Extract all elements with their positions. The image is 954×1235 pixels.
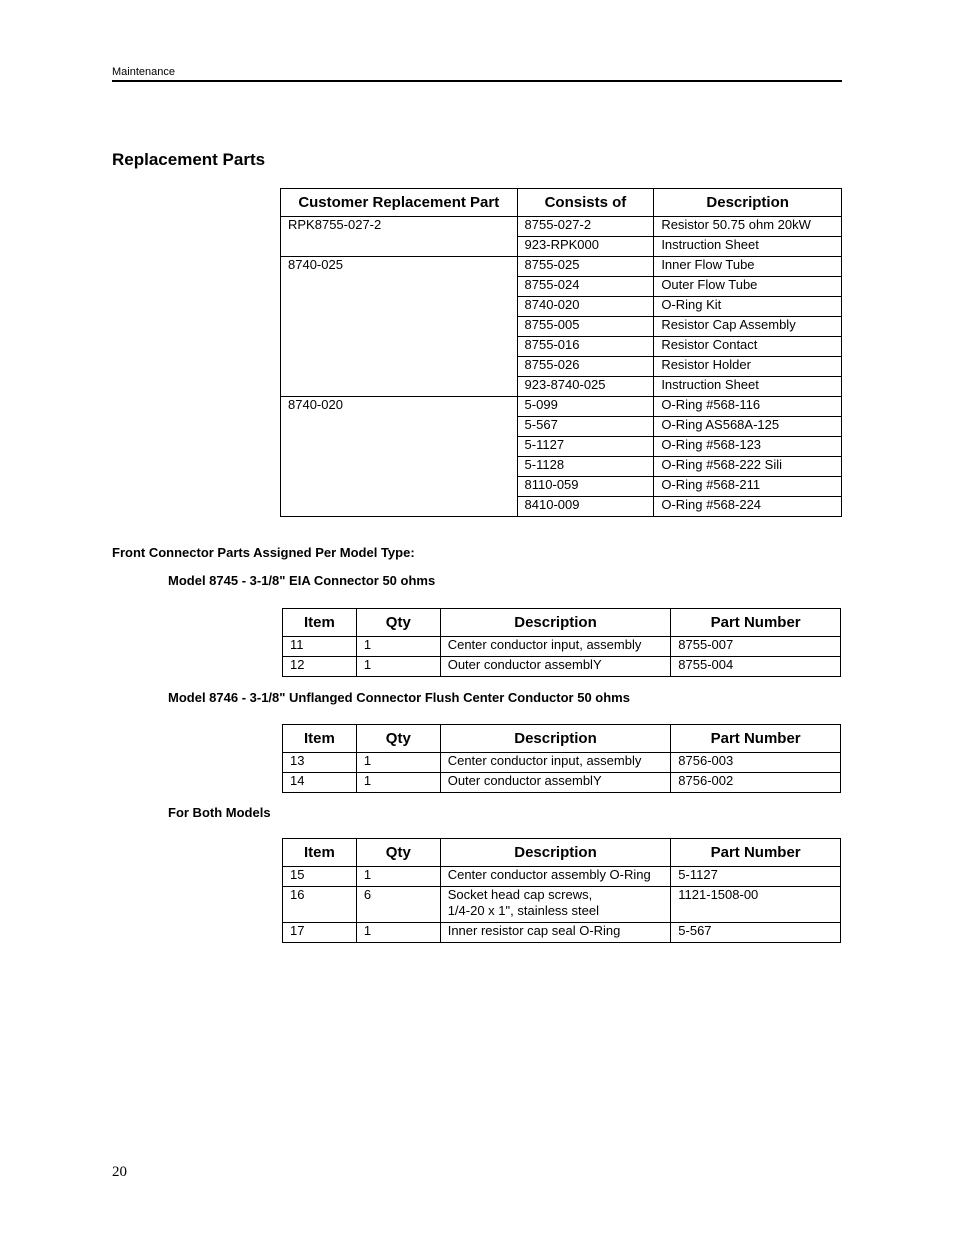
consists-cell: 8755-027-2: [517, 217, 654, 237]
consists-cell: 8755-025: [517, 257, 654, 277]
description-cell: Resistor Contact: [654, 337, 842, 357]
description-cell: O-Ring #568-211: [654, 477, 842, 497]
header-description: Description: [440, 725, 671, 753]
consists-cell: 8410-009: [517, 497, 654, 517]
page-number: 20: [112, 1164, 127, 1180]
table-row: [281, 397, 842, 417]
header-consists-of: Consists of: [517, 189, 654, 217]
description-cell: O-Ring #568-222 Sili: [654, 457, 842, 477]
table-row: [281, 217, 842, 237]
header-qty: Qty: [356, 839, 440, 867]
section-title: Replacement Parts: [112, 150, 266, 169]
part-number-cell: 1121-1508-00: [671, 887, 841, 923]
consists-cell: 8755-016: [517, 337, 654, 357]
description-cell: O-Ring #568-224: [654, 497, 842, 517]
description-cell: O-Ring #568-123: [654, 437, 842, 457]
qty-cell: 6: [356, 887, 440, 923]
description-cell: Resistor 50.75 ohm 20kW: [654, 217, 842, 237]
description-cell: Inner resistor cap seal O-Ring: [440, 923, 671, 943]
consists-cell: 5-1127: [517, 437, 654, 457]
model-8746-parts-table: [282, 724, 841, 793]
header-customer-part: Customer Replacement Part: [281, 189, 518, 217]
header-part-number: Part Number: [671, 839, 841, 867]
qty-cell: 1: [356, 773, 440, 793]
header-item: Item: [283, 839, 357, 867]
consists-cell: 5-099: [517, 397, 654, 417]
item-cell: 17: [283, 923, 357, 943]
description-cell: Outer conductor assemblY: [440, 773, 671, 793]
customer-part-cell: 8740-025: [281, 257, 518, 397]
part-number-cell: 5-1127: [671, 867, 841, 887]
description-cell: Outer conductor assemblY: [440, 657, 671, 677]
description-line-2: 1/4-20 x 1", stainless steel: [447, 903, 600, 918]
consists-cell: 8110-059: [517, 477, 654, 497]
front-connector-heading: Front Connector Parts Assigned Per Model Type:: [112, 545, 415, 560]
header-qty: Qty: [356, 725, 440, 753]
table-row: [283, 867, 841, 887]
consists-cell: 8755-024: [517, 277, 654, 297]
description-cell: Instruction Sheet: [654, 237, 842, 257]
description-cell: Center conductor input, assembly: [440, 637, 671, 657]
part-number-cell: 5-567: [671, 923, 841, 943]
consists-cell: 8755-005: [517, 317, 654, 337]
description-cell: Outer Flow Tube: [654, 277, 842, 297]
header-description: Description: [440, 609, 671, 637]
description-cell: Resistor Cap Assembly: [654, 317, 842, 337]
description-cell: O-Ring AS568A-125: [654, 417, 842, 437]
table-header-row: [283, 839, 841, 867]
item-cell: 12: [283, 657, 357, 677]
table-header-row: [283, 725, 841, 753]
model-8746-heading: Model 8746 - 3-1/8" Unflanged Connector Flush Center Conductor 50 ohms: [168, 690, 630, 705]
description-cell: O-Ring #568-116: [654, 397, 842, 417]
description-cell: Instruction Sheet: [654, 377, 842, 397]
description-cell: Center conductor assembly O-Ring: [440, 867, 671, 887]
table-row: [283, 773, 841, 793]
description-cell: Center conductor input, assembly: [440, 753, 671, 773]
table-row: [283, 637, 841, 657]
header-description: Description: [440, 839, 671, 867]
part-number-cell: 8755-004: [671, 657, 841, 677]
description-cell: O-Ring Kit: [654, 297, 842, 317]
item-cell: 16: [283, 887, 357, 923]
both-models-parts-table: [282, 838, 841, 943]
table-row: [283, 887, 841, 923]
consists-cell: 5-1128: [517, 457, 654, 477]
header-item: Item: [283, 725, 357, 753]
description-cell: Inner Flow Tube: [654, 257, 842, 277]
description-cell: Resistor Holder: [654, 357, 842, 377]
header-part-number: Part Number: [671, 609, 841, 637]
both-models-heading: For Both Models: [168, 805, 271, 820]
item-cell: 13: [283, 753, 357, 773]
part-number-cell: 8756-003: [671, 753, 841, 773]
item-cell: 11: [283, 637, 357, 657]
header-part-number: Part Number: [671, 725, 841, 753]
qty-cell: 1: [356, 637, 440, 657]
table-row: [281, 257, 842, 277]
header-description: Description: [654, 189, 842, 217]
model-8745-parts-table: [282, 608, 841, 677]
part-number-cell: 8755-007: [671, 637, 841, 657]
header-item: Item: [283, 609, 357, 637]
item-cell: 15: [283, 867, 357, 887]
qty-cell: 1: [356, 923, 440, 943]
table-header-row: [281, 189, 842, 217]
customer-part-cell: 8740-020: [281, 397, 518, 517]
consists-cell: 5-567: [517, 417, 654, 437]
part-number-cell: 8756-002: [671, 773, 841, 793]
model-8745-heading: Model 8745 - 3-1/8" EIA Connector 50 ohms: [168, 573, 436, 588]
consists-cell: 8755-026: [517, 357, 654, 377]
customer-part-cell: RPK8755-027-2: [281, 217, 518, 257]
header-qty: Qty: [356, 609, 440, 637]
description-line-1: Socket head cap screws,: [447, 887, 593, 902]
table-row: [283, 923, 841, 943]
description-cell: [440, 887, 671, 923]
table-row: [283, 657, 841, 677]
table-header-row: [283, 609, 841, 637]
consists-cell: 8740-020: [517, 297, 654, 317]
consists-cell: 923-RPK000: [517, 237, 654, 257]
item-cell: 14: [283, 773, 357, 793]
qty-cell: 1: [356, 753, 440, 773]
replacement-parts-table: [280, 188, 842, 517]
qty-cell: 1: [356, 867, 440, 887]
qty-cell: 1: [356, 657, 440, 677]
consists-cell: 923-8740-025: [517, 377, 654, 397]
table-row: [283, 753, 841, 773]
running-head: Maintenance: [112, 66, 842, 82]
